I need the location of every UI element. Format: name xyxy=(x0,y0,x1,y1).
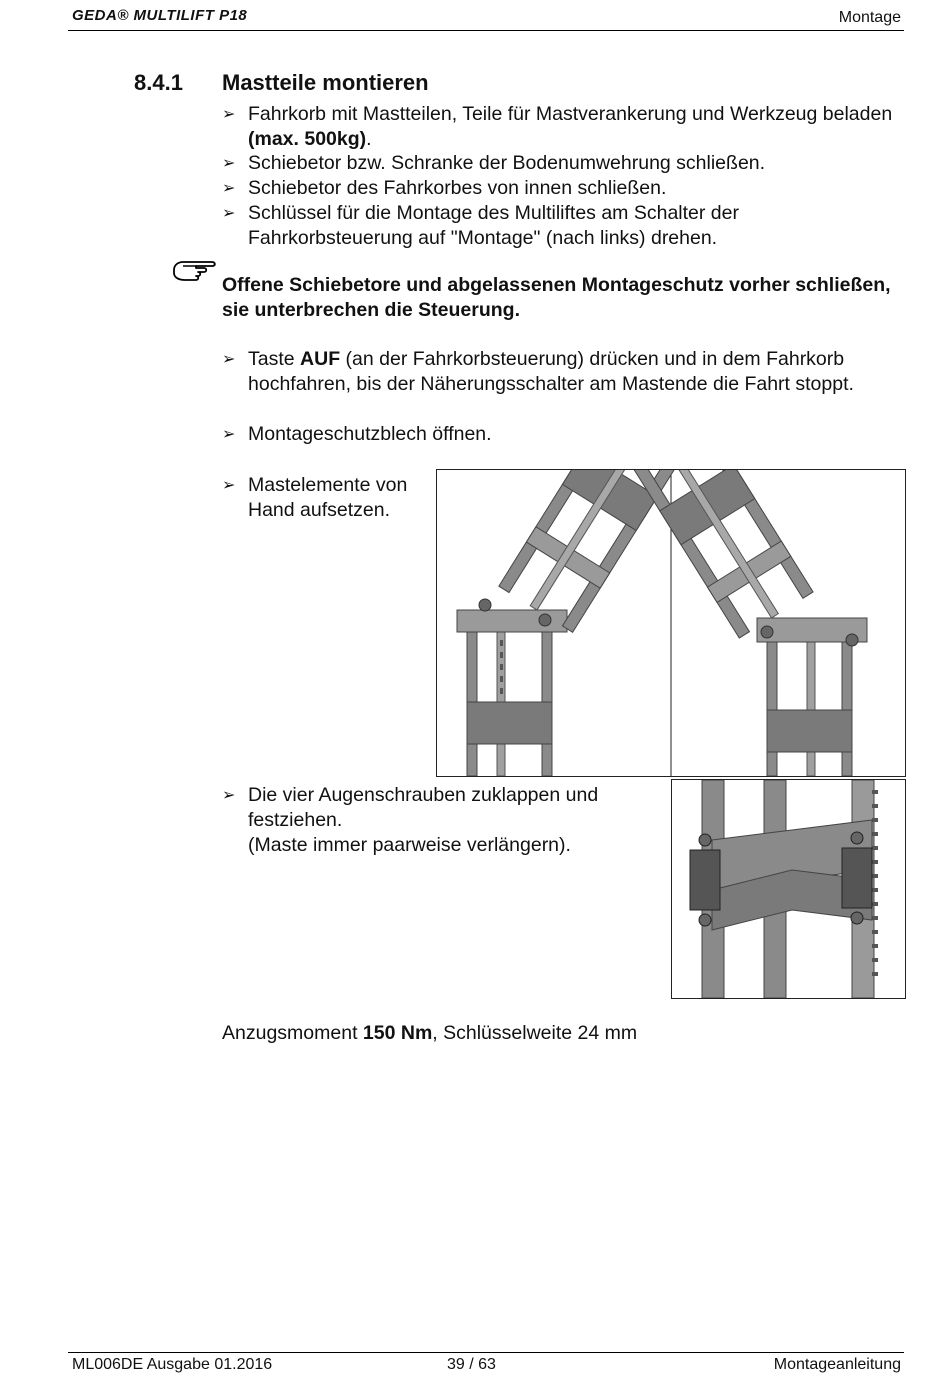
bullet-arrow-icon: ➢ xyxy=(222,205,236,222)
pointing-hand-icon xyxy=(172,258,218,288)
step-text: Schiebetor des Fahrkorbes von innen schließen. xyxy=(248,177,667,199)
step-text: Fahrkorb mit Mastteilen, Teile für Mastverankerung und Werkzeug beladen xyxy=(248,103,893,125)
torque-label: Anzugsmoment xyxy=(222,1022,363,1044)
section-number: 8.4.1 xyxy=(134,70,183,95)
step-text: Die vier Augenschrauben zuklappen und festziehen. xyxy=(248,784,599,831)
bullet-arrow-icon: ➢ xyxy=(222,787,236,804)
step-text: Schlüssel für die Montage des Multiliftes am Schalter der Fahrkorbsteuerung auf "Montage" (nach links) drehen. xyxy=(248,202,739,249)
step-text-bold: AUF xyxy=(300,348,341,370)
step-text: Mastelemente von Hand aufsetzen. xyxy=(248,474,408,521)
list-item xyxy=(222,102,902,152)
step-text-end: (an der Fahrkorbsteuerung) drücken und in dem Fahrkorb hochfahren, bis der Näherungsschalter am Mastende die Fahrt stoppt. xyxy=(248,348,854,395)
warning-note: Offene Schiebetore und abgelassenen Montageschutz vorher schließen, sie unterbrechen die Steuerung. xyxy=(222,274,891,321)
step-text: Montageschutzblech öffnen. xyxy=(248,423,492,445)
list-item xyxy=(222,176,902,201)
list-item xyxy=(222,347,912,397)
section-title: Mastteile montieren xyxy=(222,70,429,95)
eye-bolts-figure xyxy=(671,779,906,999)
mast-assembly-figure xyxy=(436,469,906,777)
header-section-label: Montage xyxy=(838,9,901,26)
step-text-note: (Maste immer paarweise verlängern). xyxy=(248,834,571,856)
step-text-bold: (max. 500kg) xyxy=(248,128,367,150)
step-text: Schiebetor bzw. Schranke der Bodenumwehrung schließen. xyxy=(248,152,766,174)
list-item xyxy=(222,783,662,858)
page-number: 39 / 63 xyxy=(447,1356,496,1373)
torque-spec xyxy=(222,1022,637,1045)
list-item xyxy=(222,422,912,447)
torque-value: 150 Nm xyxy=(362,1022,433,1044)
brand-logo: GEDA® MULTILIFT P18 xyxy=(72,7,248,24)
list-item xyxy=(222,473,432,523)
bullet-arrow-icon: ➢ xyxy=(222,351,236,368)
bullet-arrow-icon: ➢ xyxy=(222,426,236,443)
list-item xyxy=(222,151,902,176)
list-item xyxy=(222,201,862,251)
bullet-arrow-icon: ➢ xyxy=(222,180,236,197)
bullet-arrow-icon: ➢ xyxy=(222,106,236,123)
wrench-size: , Schlüsselweite 24 mm xyxy=(432,1022,638,1044)
footer-rule xyxy=(68,1352,904,1353)
footer-doc-id: ML006DE Ausgabe 01.2016 xyxy=(72,1356,273,1373)
bullet-arrow-icon: ➢ xyxy=(222,155,236,172)
step-text-end: . xyxy=(366,128,372,150)
header-rule xyxy=(68,30,904,31)
bullet-arrow-icon: ➢ xyxy=(222,477,236,494)
step-text: Taste xyxy=(248,348,301,370)
footer-title: Montageanleitung xyxy=(773,1356,901,1373)
